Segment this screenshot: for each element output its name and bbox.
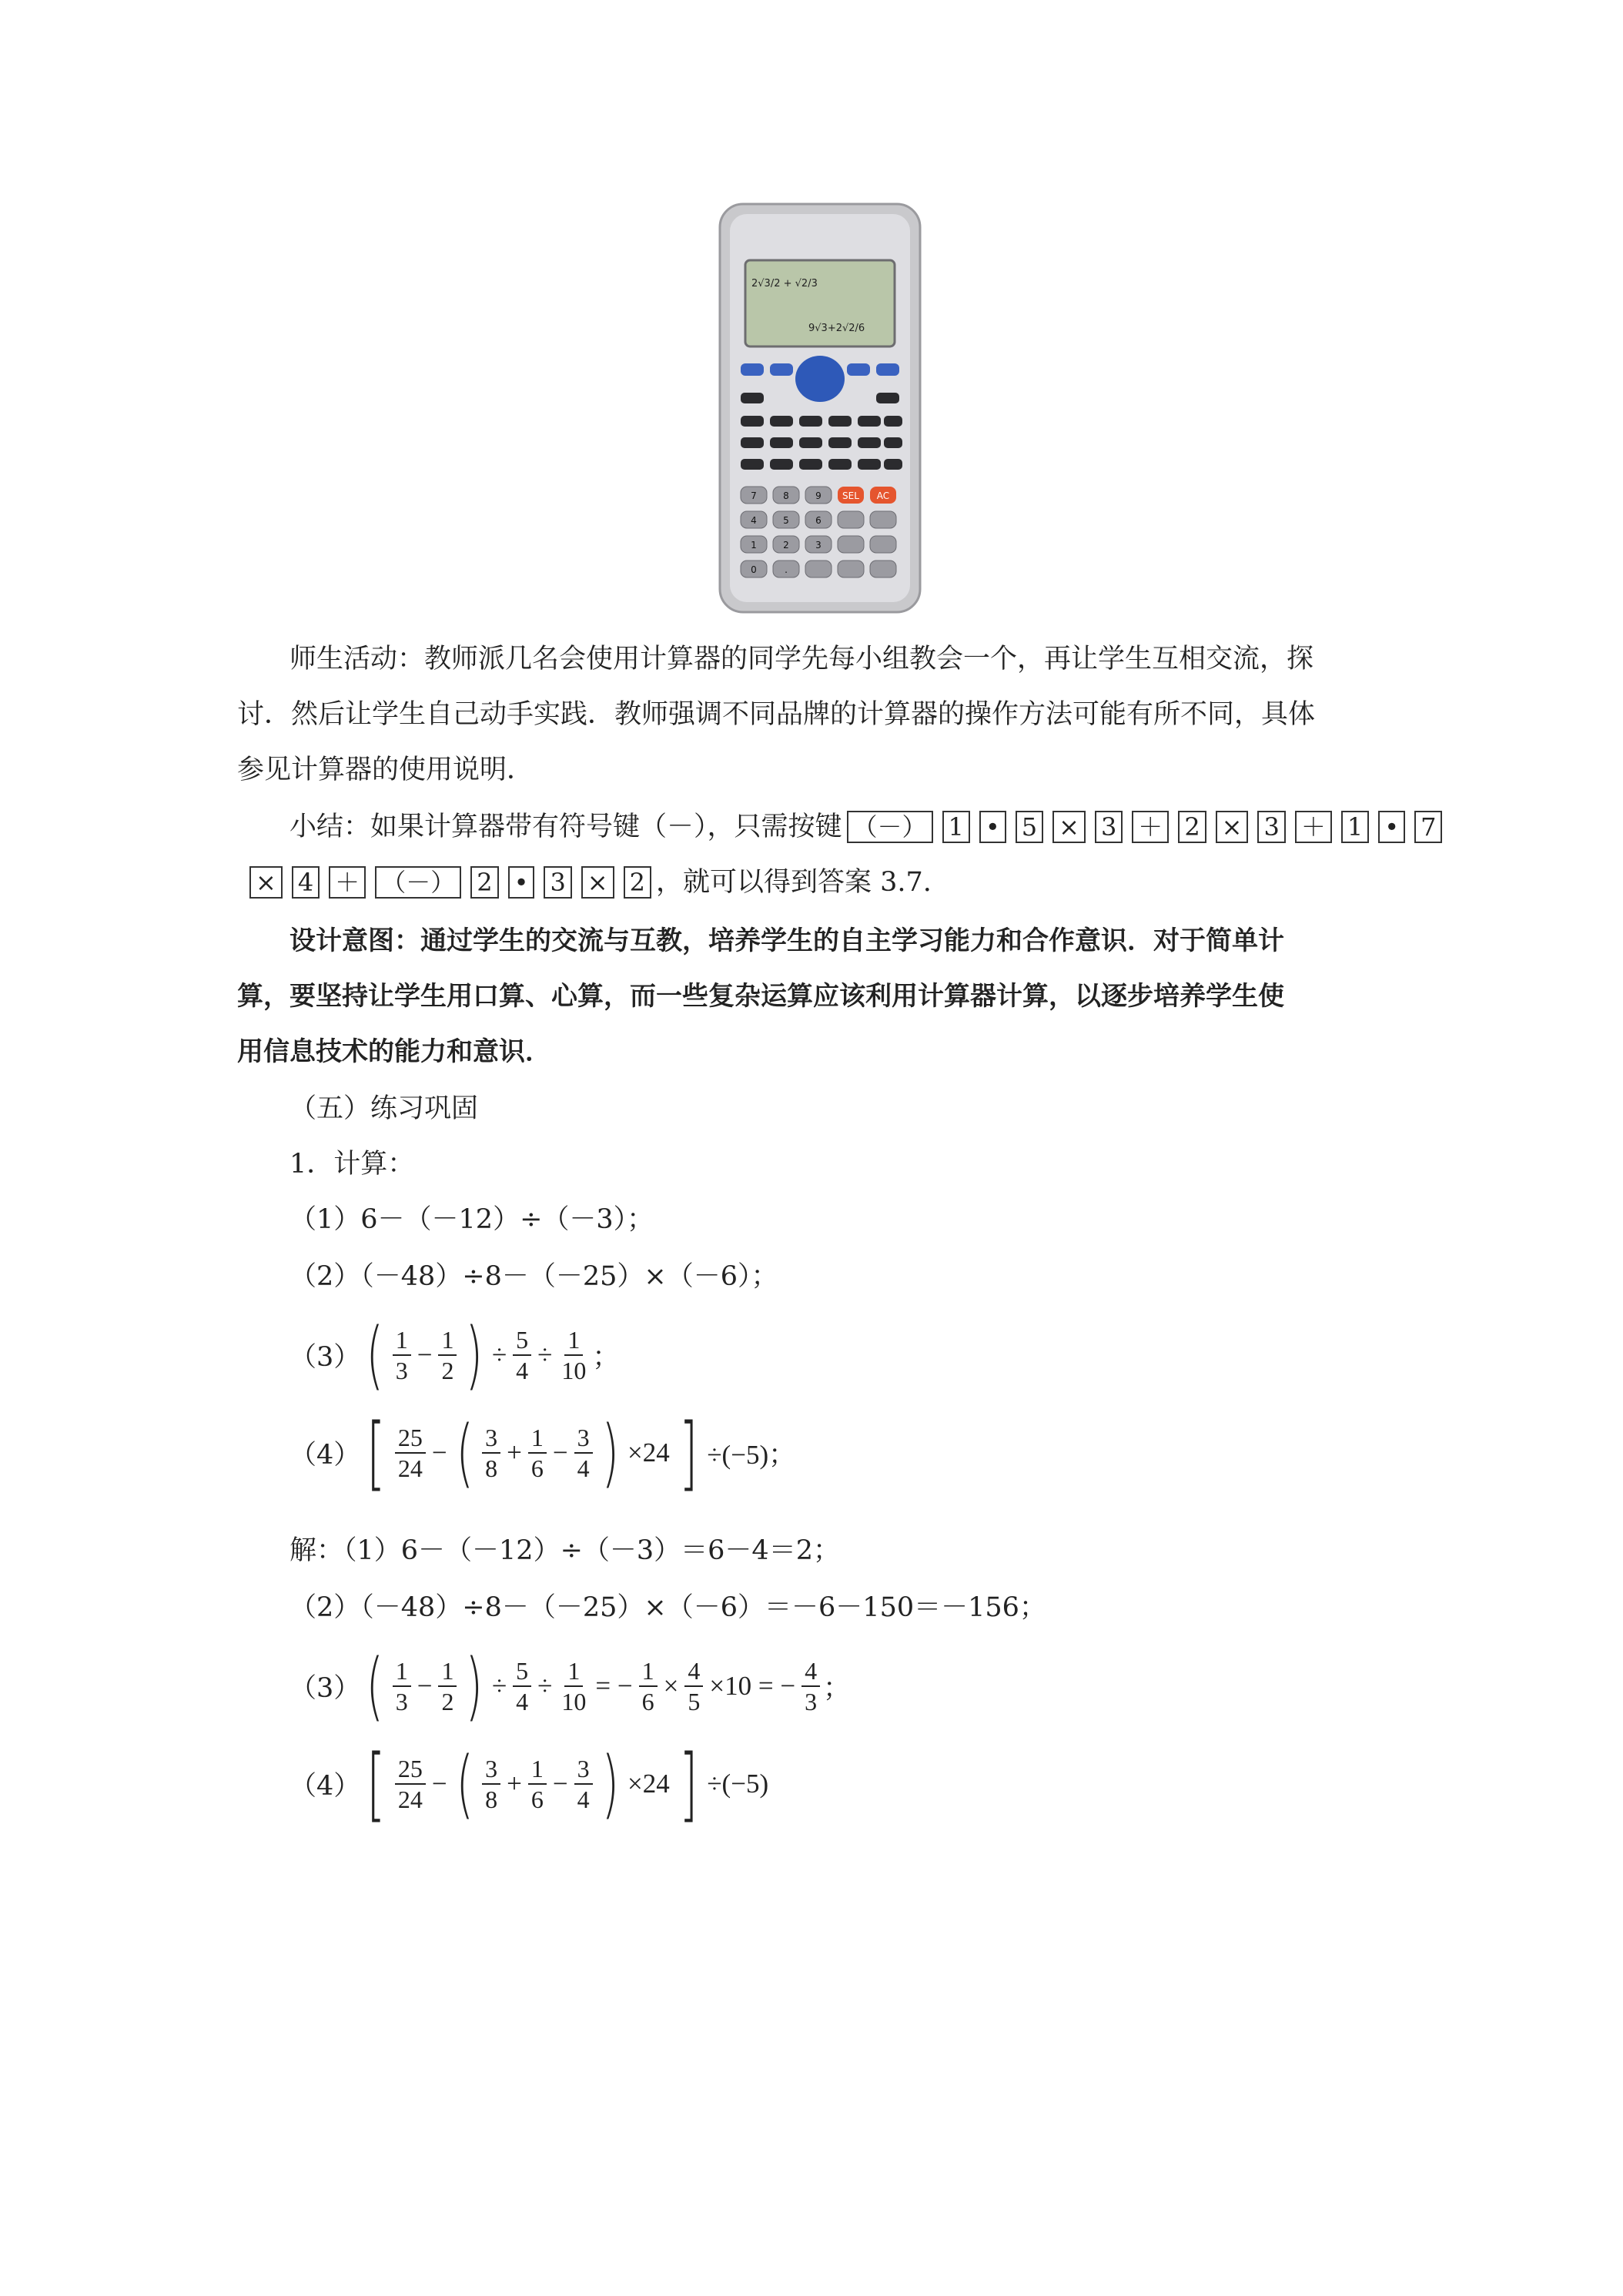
calc-key-2: 2: [783, 540, 789, 551]
key-1: 1: [1341, 811, 1369, 843]
calc-key-6: 6: [815, 515, 822, 526]
summary-row-2: [245, 864, 932, 901]
key-2: 2: [624, 866, 651, 899]
key-3: 3: [544, 866, 571, 899]
design-line-3: 用信息技术的能力和意识．: [237, 1036, 551, 1067]
solution-4-label: （4）: [289, 1771, 361, 1802]
key-times: ×: [581, 866, 614, 899]
problem-4: （4） [ $\frac{25}{24}$ − ( $\frac{3}{8}$ + $\frac{1}{6}$ − $\frac{3}{4}$ ) ×24 ] ÷(−5)；: [289, 1406, 796, 1500]
key-4: 4: [292, 866, 320, 899]
key-dot: •: [508, 866, 535, 899]
summary-row-1: [289, 808, 1447, 845]
key-plus: ＋: [1132, 811, 1169, 843]
question-title: 1．计算：: [289, 1149, 415, 1180]
section-title: （五）练习巩固: [289, 1093, 479, 1124]
design-line-2: 算，要坚持让学生用口算、心算，而一些复杂运算应该利用计算器计算，以逐步培养学生使: [237, 981, 1284, 1012]
key-times: ×: [249, 866, 283, 899]
calc-key-1: 1: [751, 540, 757, 551]
activity-line-2: 讨．然后让学生自己动手实践．教师强调不同品牌的计算器的操作方法可能有所不同，具体: [237, 699, 1316, 730]
key-negative: （－）: [375, 866, 461, 899]
solution-4: （4） [ $\frac{25}{24}$ − ( $\frac{3}{8}$ + $\frac{1}{6}$ − $\frac{3}{4}$ ) ×24 ] ÷(−5): [289, 1737, 769, 1831]
key-dot: •: [1378, 811, 1405, 843]
calc-key-5: 5: [783, 515, 789, 526]
summary-suffix: ，就可以得到答案 3.7.: [655, 867, 932, 898]
calc-key-3: 3: [815, 540, 822, 551]
problem-4-label: （4）: [289, 1440, 361, 1471]
solution-2: （2）（－48）÷8－（－25）×（－6）＝－6－150＝－156；: [289, 1592, 1046, 1623]
key-2: 2: [1178, 811, 1206, 843]
calc-key-sel: SEL: [842, 490, 859, 501]
calc-screen-result: 9√3+2√2/6: [808, 323, 865, 334]
problem-3-label: （3）: [289, 1342, 361, 1373]
calc-key-0: 0: [751, 564, 757, 575]
key-5: 5: [1016, 811, 1043, 843]
solution-3: （3） ( $\frac{1}{3}$ − $\frac{1}{2}$ ) ÷ $\frac{5}{4}$ ÷ $\frac{1}{10}$ = − $\frac{1}{6}$ × $\frac{4}{5}$ ×10 = − $\frac{4}{3}$ ；: [289, 1643, 851, 1729]
calculator-image: [716, 200, 924, 616]
activity-line-3: 参见计算器的使用说明．: [237, 755, 534, 785]
problem-1: （1）6－（－12）÷（－3）；: [289, 1204, 654, 1235]
calc-key-ac: AC: [876, 490, 890, 501]
key-dot: •: [979, 811, 1006, 843]
calc-screen-top: 2√3/2 + √2/3: [751, 278, 818, 290]
key-plus: ＋: [1295, 811, 1332, 843]
calc-key-4: 4: [751, 515, 757, 526]
calc-key-9: 9: [815, 490, 822, 501]
key-1: 1: [942, 811, 970, 843]
calc-key-7: 7: [751, 490, 757, 501]
key-plus: ＋: [329, 866, 366, 899]
activity-line-1: 师生活动：教师派几名会使用计算器的同学先每小组教会一个，再让学生互相交流，探: [289, 644, 1314, 674]
key-2: 2: [470, 866, 498, 899]
design-line-1: 设计意图：通过学生的交流与互教，培养学生的自主学习能力和合作意识．对于简单计: [289, 925, 1284, 956]
solution-1: 解：（1）6－（－12）÷（－3）＝6－4＝2；: [289, 1535, 840, 1566]
key-negative: （－）: [847, 811, 933, 843]
calc-key-8: 8: [783, 490, 789, 501]
problem-3: （3） ( $\frac{1}{3}$ − $\frac{1}{2}$ ) ÷ $\frac{5}{4}$ ÷ $\frac{1}{10}$ ；: [289, 1312, 620, 1398]
key-times: ×: [1216, 811, 1249, 843]
key-3: 3: [1257, 811, 1285, 843]
key-3: 3: [1095, 811, 1123, 843]
key-7: 7: [1414, 811, 1442, 843]
problem-2: （2）（－48）÷8－（－25）×（－6）；: [289, 1261, 778, 1292]
key-times: ×: [1052, 811, 1086, 843]
solution-3-label: （3）: [289, 1673, 361, 1704]
calc-key-dot: .: [785, 564, 788, 575]
summary-prefix: 小结：如果计算器带有符号键（－），只需按键: [289, 812, 842, 842]
